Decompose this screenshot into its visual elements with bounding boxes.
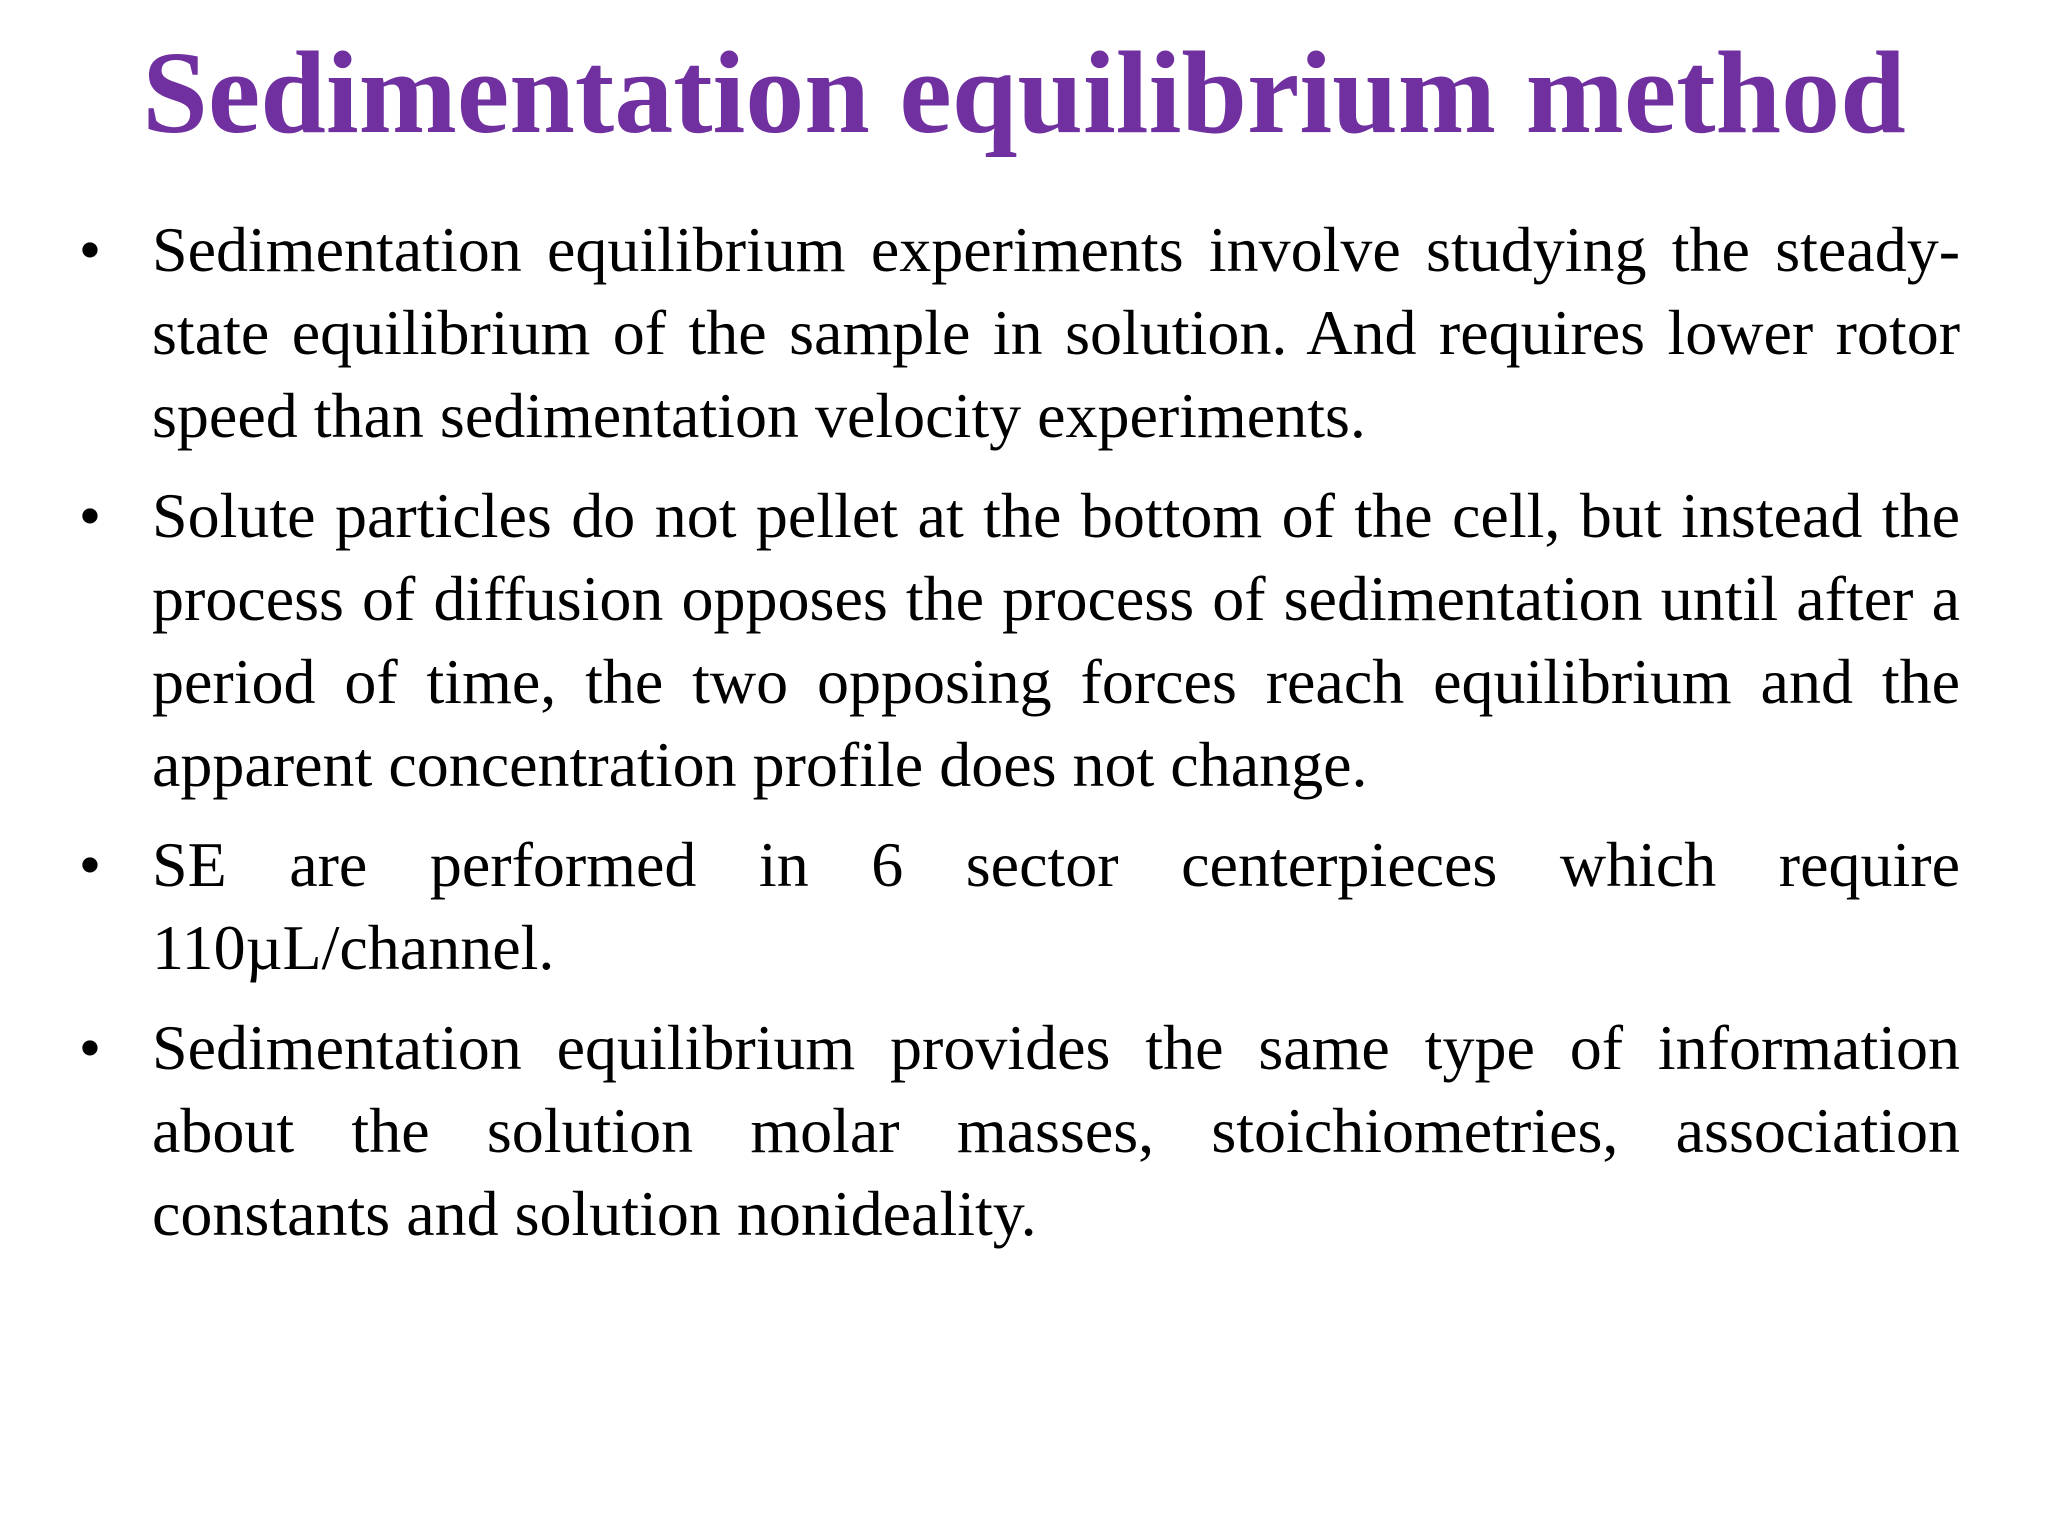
bullet-list (70, 208, 1960, 1272)
bullet-item (70, 823, 1960, 989)
bullet-text: Sedimentation equilibrium experiments involve studying the steady-state equilibrium of the sample in solution. And requires lower rotor speed than sedimentation velocity experiments. (152, 214, 1960, 451)
bullet-icon: • (78, 480, 102, 551)
bullet-text: Solute particles do not pellet at the bottom of the cell, but instead the process of diffusion opposes the process of sedimentation until after a period of time, the two opposing forces reach equilibrium and the apparent concentration profile does not change. (152, 480, 1960, 800)
bullet-item (70, 474, 1960, 806)
bullet-text: SE are performed in 6 sector centerpieces which require 110µL/channel. (152, 829, 1960, 983)
bullet-icon: • (78, 829, 102, 900)
bullet-item (70, 208, 1960, 457)
slide-title: Sedimentation equilibrium method (142, 27, 1906, 158)
bullet-icon: • (78, 1012, 102, 1083)
bullet-item (70, 1006, 1960, 1255)
bullet-icon: • (78, 214, 102, 285)
bullet-text: Sedimentation equilibrium provides the same type of information about the solution molar masses, stoichiometries, association constants and solution nonideality. (152, 1012, 1960, 1249)
